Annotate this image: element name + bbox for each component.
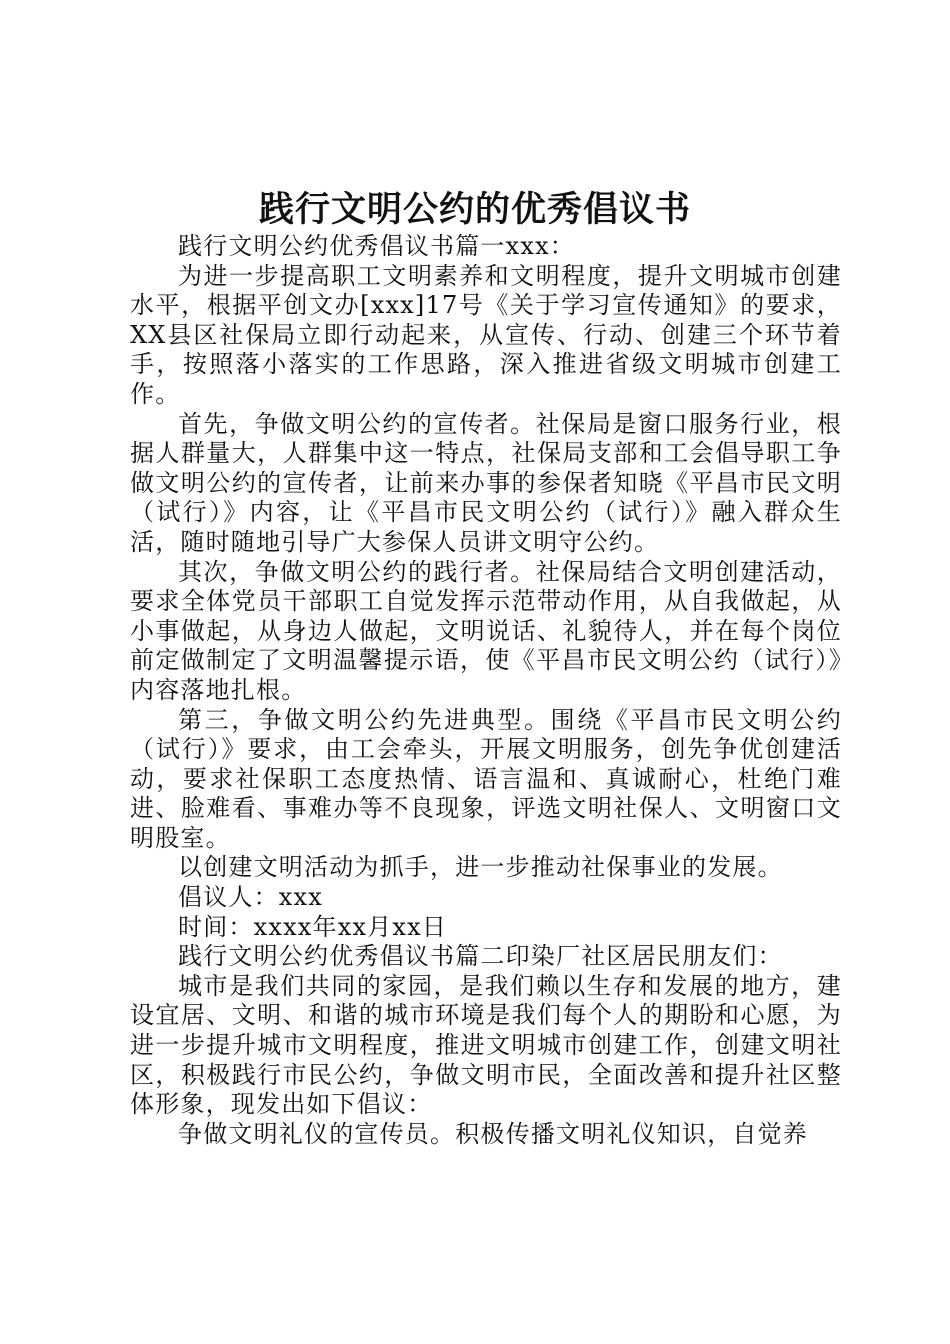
paragraph-purpose: 为进一步提高职工文明素养和文明程度，提升文明城市创建水平，根据平创文办[xxx]17号《关于学习宣传通知》的要求，XX县区社保局立即行动起来，从宣传、行动、创建三个环节着手，按照落小落实的工作思路，深入推进省级文明城市创建工作。 — [130, 261, 842, 408]
paragraph-first-point: 首先，争做文明公约的宣传者。社保局是窗口服务行业，根据人群量大，人群集中这一特点，社保局支部和工会倡导职工争做文明公约的宣传者，让前来办事的参保者知晓《平昌市民文明（试行）》内容，让《平昌市民文明公约（试行）》融入群众生活，随时随地引导广大参保人员讲文明守公约。 — [130, 409, 842, 556]
paragraph-initiator: 倡议人：xxx — [178, 883, 324, 912]
paragraph-conclusion: 以创建文明活动为抓手，进一步推动社保事业的发展。 — [178, 853, 783, 882]
document-body — [130, 232, 842, 1149]
document-title: 践行文明公约的优秀倡议书 — [258, 190, 691, 230]
paragraph-second-heading: 践行文明公约优秀倡议书篇二印染厂社区居民朋友们： — [178, 942, 783, 971]
paragraph-date: 时间：xxxx年xx月xx日 — [178, 912, 448, 941]
paragraph-third-point: 第三，争做文明公约先进典型。围绕《平昌市民文明公约（试行）》要求，由工会牵头，开展文明服务，创先争优创建活动，要求社保职工态度热情、语言温和、真诚耐心，杜绝门难进、脸难看、事难办等不良现象，评选文明社保人、文明窗口文明股室。 — [130, 705, 842, 852]
paragraph-etiquette: 争做文明礼仪的宣传员。积极传播文明礼仪知识，自觉养 — [178, 1119, 808, 1148]
paragraph-intro-heading: 践行文明公约优秀倡议书篇一xxx： — [178, 232, 576, 260]
paragraph-second-point: 其次，争做文明公约的践行者。社保局结合文明创建活动，要求全体党员干部职工自觉发挥示范带动作用，从自我做起，从小事做起，从身边人做起，文明说话、礼貌待人，并在每个岗位前定做制定了文明温馨提示语，使《平昌市民文明公约（试行）》内容落地扎根。 — [130, 557, 842, 704]
paragraph-city-home: 城市是我们共同的家园，是我们赖以生存和发展的地方，建设宜居、文明、和谐的城市环境是我们每个人的期盼和心愿，为进一步提升城市文明程度，推进文明城市创建工作，创建文明社区，积极践行市民公约，争做文明市民，全面改善和提升社区整体形象，现发出如下倡议： — [130, 971, 842, 1119]
